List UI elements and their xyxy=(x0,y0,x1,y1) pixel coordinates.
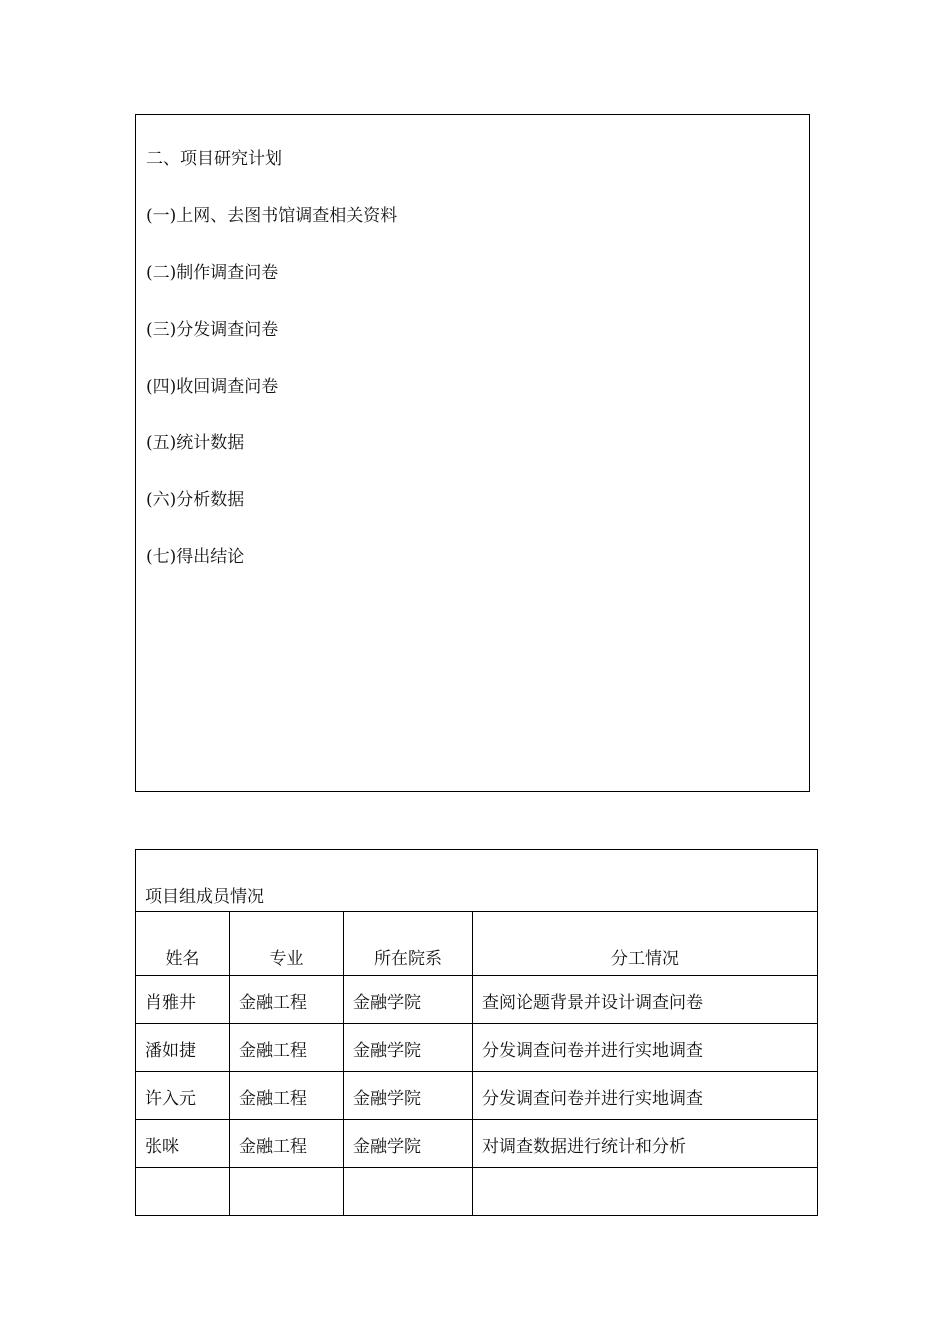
table-row-empty xyxy=(136,1168,818,1216)
plan-step-1: (一)上网、去图书馆调查相关资料 xyxy=(146,206,398,226)
plan-step-5: (五)统计数据 xyxy=(146,433,245,453)
plan-step-6: (六)分析数据 xyxy=(146,490,245,510)
header-name: 姓名 xyxy=(136,912,230,976)
member-major: 金融工程 xyxy=(230,1120,344,1168)
member-major xyxy=(230,1168,344,1216)
member-name xyxy=(136,1168,230,1216)
members-table xyxy=(135,849,818,1216)
member-major: 金融工程 xyxy=(230,976,344,1024)
member-name: 肖雅井 xyxy=(136,976,230,1024)
header-duty: 分工情况 xyxy=(473,912,818,976)
member-department: 金融学院 xyxy=(344,1024,473,1072)
plan-step-4: (四)收回调查问卷 xyxy=(146,377,279,397)
member-duty: 分发调查问卷并进行实地调查 xyxy=(473,1072,818,1120)
member-duty: 对调查数据进行统计和分析 xyxy=(473,1120,818,1168)
plan-step-7: (七)得出结论 xyxy=(146,547,245,567)
header-department: 所在院系 xyxy=(344,912,473,976)
member-major: 金融工程 xyxy=(230,1024,344,1072)
plan-step-3: (三)分发调查问卷 xyxy=(146,320,279,340)
member-duty: 分发调查问卷并进行实地调查 xyxy=(473,1024,818,1072)
research-plan-box xyxy=(135,114,810,792)
members-title: 项目组成员情况 xyxy=(136,850,818,912)
member-department: 金融学院 xyxy=(344,1120,473,1168)
member-duty xyxy=(473,1168,818,1216)
table-row xyxy=(136,1072,818,1120)
member-duty: 查阅论题背景并设计调查问卷 xyxy=(473,976,818,1024)
members-title-row xyxy=(136,850,818,912)
member-department: 金融学院 xyxy=(344,976,473,1024)
table-row xyxy=(136,1024,818,1072)
header-major: 专业 xyxy=(230,912,344,976)
member-name: 潘如捷 xyxy=(136,1024,230,1072)
plan-heading: 二、项目研究计划 xyxy=(146,149,282,169)
plan-step-2: (二)制作调查问卷 xyxy=(146,263,279,283)
member-name: 张咪 xyxy=(136,1120,230,1168)
member-department xyxy=(344,1168,473,1216)
table-row xyxy=(136,1120,818,1168)
table-row xyxy=(136,976,818,1024)
member-name: 许入元 xyxy=(136,1072,230,1120)
member-major: 金融工程 xyxy=(230,1072,344,1120)
member-department: 金融学院 xyxy=(344,1072,473,1120)
members-header-row xyxy=(136,912,818,976)
